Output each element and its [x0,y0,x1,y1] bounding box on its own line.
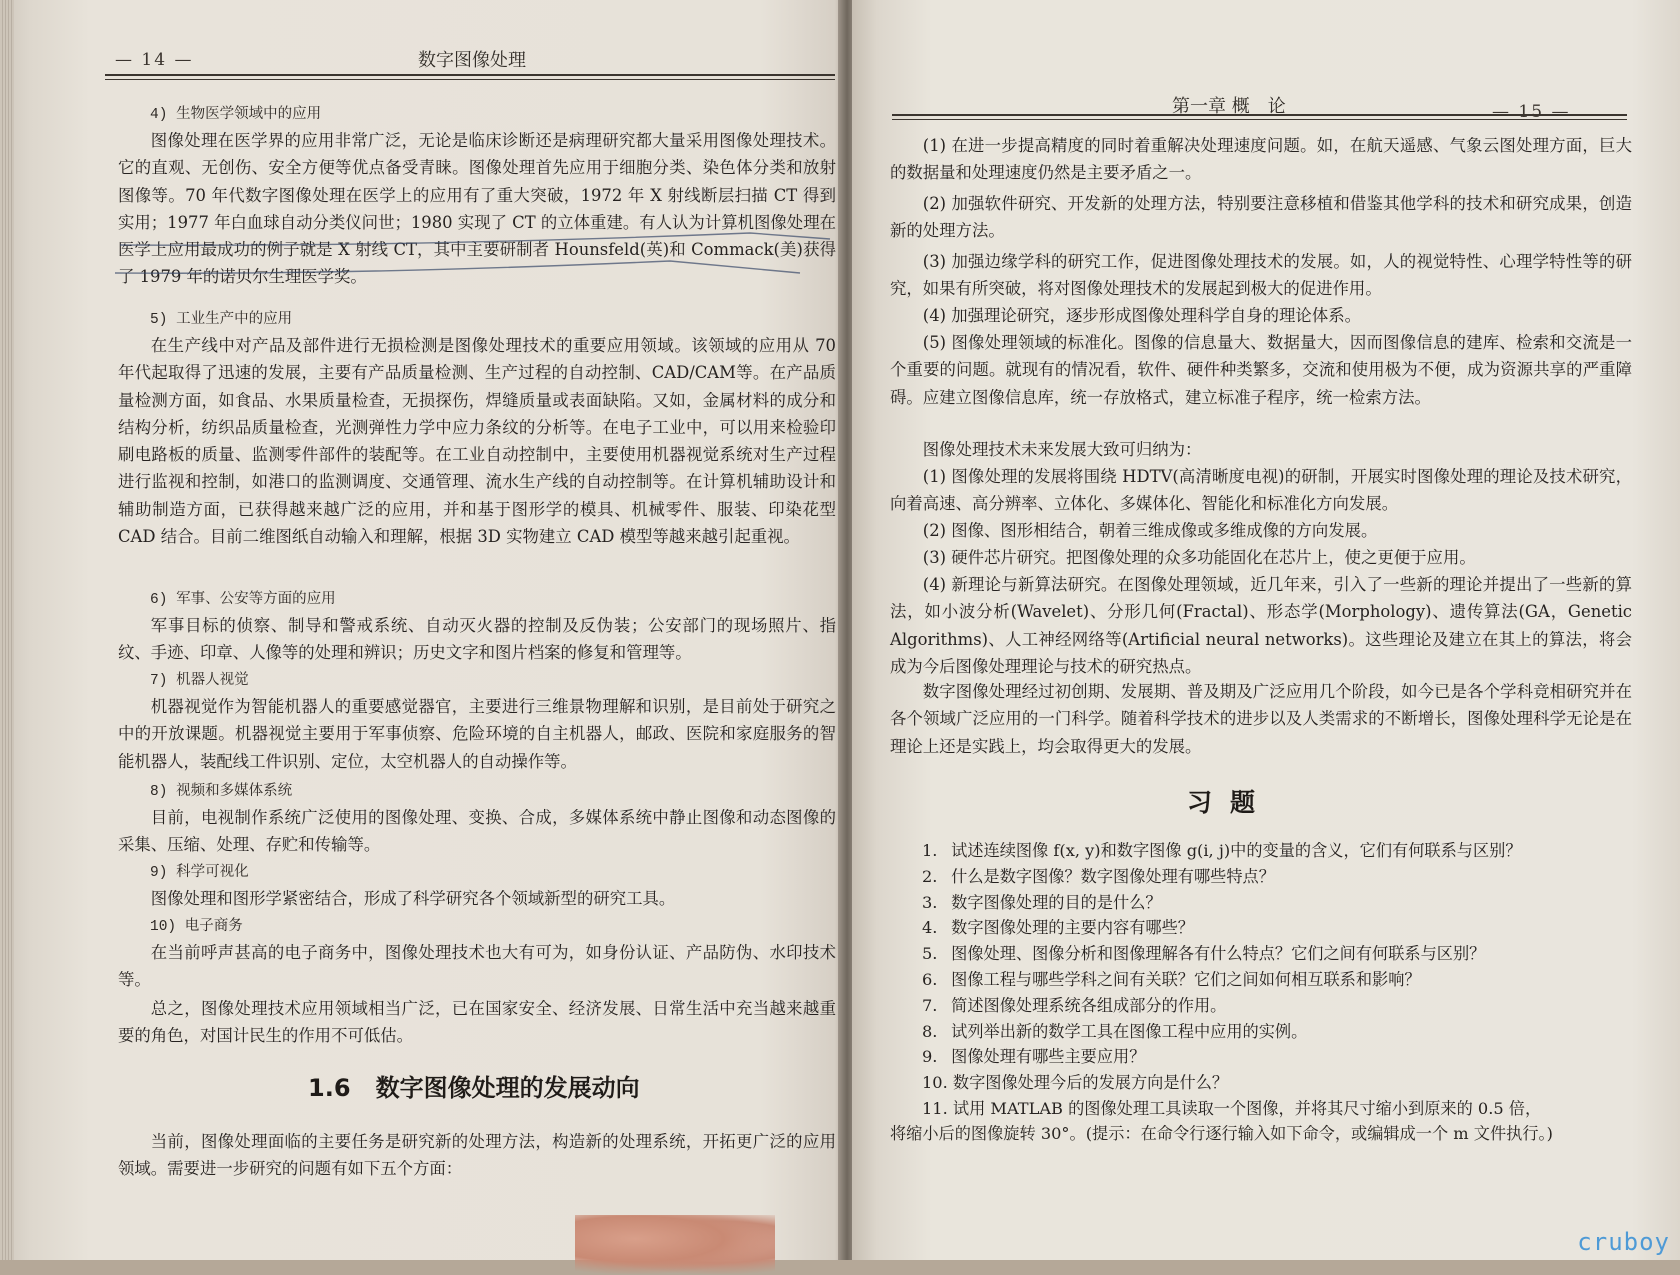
section-title: 数字图像处理的发展动向 [375,1074,640,1102]
left-header-rule [105,74,835,76]
left-page-number: — 14 — [115,50,194,70]
right-page-number: — 15 — [1492,102,1571,122]
subheading-military: 6) 军事、公安等方面的应用 [150,592,336,608]
paragraph-direction-2: (2) 加强软件研究、开发新的处理方法，特别要注意移植和借鉴其他学科的技术和研究成果，创造新的处理方法。 [890,194,1632,241]
subheading-visualization: 9) 科学可视化 [150,865,249,881]
paragraph-direction-1: (1) 在进一步提高精度的同时着重解决处理速度问题。如，在航天遥感、气象云图处理方面，巨大的数据量和处理速度仍然是主要矛盾之一。 [890,136,1632,183]
paragraph-summary: 总之，图像处理技术应用领域相当广泛，已在国家安全、经济发展、日常生活中充当越来越重要的角色，对国计民生的作用不可低估。 [118,999,836,1046]
paragraph-trend-2: (2) 图像、图形相结合，朝着三维成像或多维成像的方向发展。 [922,521,1378,540]
pen-underline-marks [110,215,840,305]
paragraph-ecommerce: 在当前呼声甚高的电子商务中，图像处理技术也大有可为，如身份认证、产品防伪、水印技术等。 [118,943,836,990]
exercise-item: 11. 试用 MATLAB 的图像处理工具读取一个图像，并将其尺寸缩小到原来的 0.5 倍， [922,1098,1542,1118]
paragraph-direction-4: (4) 加强理论研究，逐步形成图像处理科学自身的理论体系。 [922,306,1361,325]
right-header-rule [892,114,1627,116]
exercise-item: 7. 简述图像处理系统各组成部分的作用。 [922,995,1227,1015]
finger-holding-book [575,1215,775,1275]
paragraph-trends-intro: 图像处理技术未来发展大致可归纳为： [922,440,1202,459]
subheading-industry: 5) 工业生产中的应用 [150,312,293,328]
exercise-item: 1. 试述连续图像 f(x, y)和数字图像 g(i, j)中的变量的含义，它们有何联系与区别？ [922,841,1522,860]
right-header-rule-thin [892,119,1627,120]
exercise-item: 9. 图像处理有哪些主要应用？ [922,1047,1146,1067]
exercise-item: 4. 数字图像处理的主要内容有哪些？ [922,918,1194,938]
paragraph-section-intro: 当前，图像处理面临的主要任务是研究新的处理方法，构造新的处理系统，开拓更广泛的应用领域。需要进一步研究的问题有如下五个方面： [118,1132,836,1179]
exercise-item: 6. 图像工程与哪些学科之间有关联？它们之间如何相互联系和影响？ [922,969,1421,989]
exercise-item: 3. 数字图像处理的目的是什么？ [922,892,1162,912]
exercise-item: 2. 什么是数字图像？数字图像处理有哪些特点？ [922,866,1275,886]
paragraph-multimedia: 目前，电视制作系统广泛使用的图像处理、变换、合成，多媒体系统中静止图像和动态图像的采集、压缩、处理、存贮和传输等。 [118,808,836,855]
left-page [0,0,842,1260]
right-page [852,0,1680,1260]
watermark: cruboy [1577,1228,1670,1256]
subheading-medical: 4) 生物医学领域中的应用 [150,107,322,123]
page-edges [0,0,14,1260]
paragraph-trend-3: (3) 硬件芯片研究。把图像处理的众多功能固化在芯片上，使之更便于应用。 [922,548,1476,567]
paragraph-trend-1: (1) 图像处理的发展将围绕 HDTV(高清晰度电视)的研制，开展实时图像处理的理论及技术研究，向着高速、高分辨率、立体化、多媒体化、智能化和标准化方向发展。 [890,467,1632,514]
paragraph-visualization: 图像处理和图形学紧密结合，形成了科学研究各个领域新型的研究工具。 [150,889,676,908]
subheading-multimedia: 8) 视频和多媒体系统 [150,784,293,800]
section-number: 1.6 [308,1074,351,1102]
paragraph-direction-3: (3) 加强边缘学科的研究工作，促进图像处理技术的发展。如，人的视觉特性、心理学特性等的研究，如果有所突破，将对图像处理技术的发展起到极大的促进作用。 [890,252,1632,299]
paragraph-direction-5: (5) 图像处理领域的标准化。图像的信息量大、数据量大，因而图像信息的建库、检索和交流是一个重要的问题。就现有的情况看，软件、硬件种类繁多，交流和使用极为不便，成为资源共享的严重障碍。应建立图像信息库，统一存放格式，建立标准子程序，统一检索方法。 [890,333,1632,407]
paragraph-medical: 图像处理在医学界的应用非常广泛，无论是临床诊断还是病理研究都大量采用图像处理技术。它的直观、无创伤、安全方便等优点备受青睐。图像处理首先应用于细胞分类、染色体分类和放射图像等。70 年代数字图像处理在医学上的应用有了重大突破，1972 年 X 射线断层扫描 CT 得到实用；1977 年白血球自动分类仪问世；1980 实现了 CT 的立体重建。有人认为计算机图像处理在医学上应用最成功的例子就是 X 射线 CT，其中主要研制者 Hounsfeld(英)和 Commack(美)获得了 1979 年的诺贝尔生理医学奖。 [118,131,836,287]
subheading-ecommerce: 10) 电子商务 [150,919,243,935]
section-heading [308,1068,640,1103]
subheading-robot-vision: 7) 机器人视觉 [150,673,249,689]
exercise-item: 8. 试列举出新的数学工具在图像工程中应用的实例。 [922,1021,1308,1041]
paragraph-trend-4: (4) 新理论与新算法研究。在图像处理领域，近几年来，引入了一些新的理论并提出了一些新的算法，如小波分析(Wavelet)、分形几何(Fractal)、形态学(Morphology)、遗传算法(GA，Genetic Algorithms)、人工神经网络等(Artificial neural networks)。这些理论及建立在其上的算法，将会成为今后图像处理理论与技术的研究热点。 [890,575,1632,676]
exercise-item: 10. 数字图像处理今后的发展方向是什么？ [922,1073,1229,1093]
left-running-title: 数字图像处理 [418,50,526,71]
exercise-11-continued: 将缩小后的图像旋转 30°。(提示：在命令行逐行输入如下命令，或编辑成一个 m 文件执行。) [890,1124,1553,1143]
exercises-heading: 习题 [1187,788,1274,817]
exercise-item: 5. 图像处理、图像分析和图像理解各有什么特点？它们之间有何联系与区别？ [922,944,1486,964]
paragraph-industry: 在生产线中对产品及部件进行无损检测是图像处理技术的重要应用领域。该领域的应用从 70 年代起取得了迅速的发展，主要有产品质量检测、生产过程的自动控制、CAD/CAM等。在产品质量检测方面，如食品、水果质量检查，无损探伤，焊缝质量或表面缺陷。又如，金属材料的成分和结构分析，纺织品质量检查，光测弹性力学中应力条纹的分析等。在电子工业中，可以用来检验印刷电路板的质量、监测零件部件的装配等。在工业自动控制中，主要使用机器视觉系统对生产过程进行监视和控制，如港口的监测调度、交通管理、流水生产线的自动控制等。在计算机辅助设计和辅助制造方面，已获得越来越广泛的应用，并和基于图形学的模具、机械零件、服装、印染花型 CAD 结合。目前二维图纸自动输入和理解，根据 3D 实物建立 CAD 模型等越来越引起重视。 [118,336,836,547]
paragraph-robot-vision: 机器视觉作为智能机器人的重要感觉器官，主要进行三维景物理解和识别，是目前处于研究之中的开放课题。机器视觉主要用于军事侦察、危险环境的自主机器人，邮政、医院和家庭服务的智能机器人，装配线工件识别、定位，太空机器人的自动操作等。 [118,697,836,771]
paragraph-military: 军事目标的侦察、制导和警戒系统、自动灭火器的控制及反伪装；公安部门的现场照片、指纹、手迹、印章、人像等的处理和辨识；历史文字和图片档案的修复和管理等。 [118,616,836,663]
right-running-title: 第一章 概 论 [1172,96,1286,117]
exercise-list [922,838,1642,1122]
left-header-rule-thin [105,79,835,80]
paragraph-conclusion: 数字图像处理经过初创期、发展期、普及期及广泛应用几个阶段，如今已是各个学科竞相研究并在各个领域广泛应用的一门科学。随着科学技术的进步以及人类需求的不断增长，图像处理科学无论是在理论上还是实践上，均会取得更大的发展。 [890,682,1632,756]
